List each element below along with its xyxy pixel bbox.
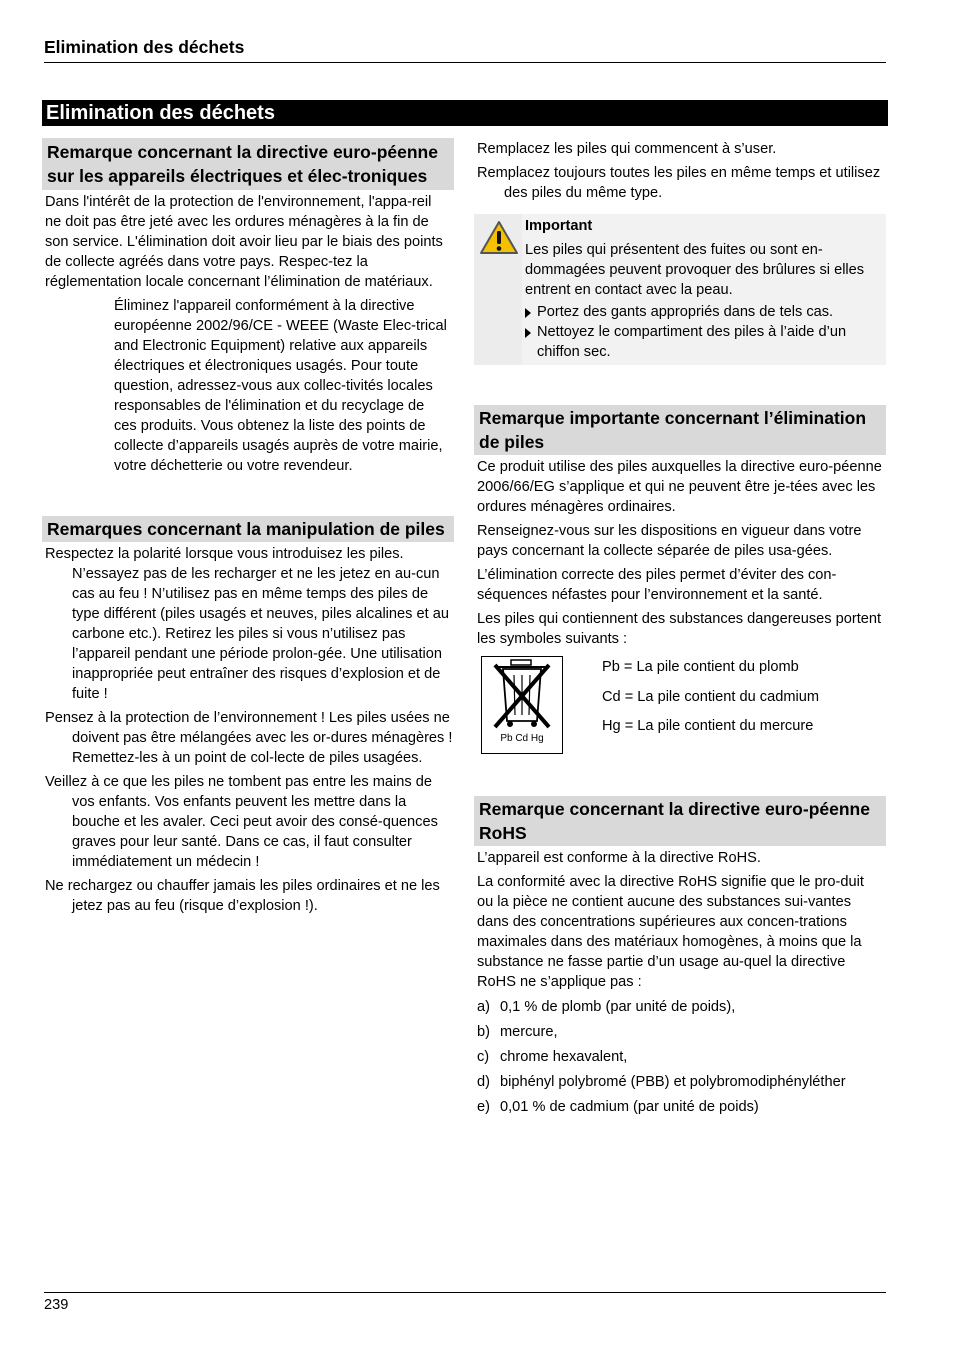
- warning-label: Important: [525, 218, 593, 234]
- weee-detail: Éliminez l'appareil conformément à la directive européenne 2002/96/CE - WEEE (Waste Elec-trical and Electronic Equipment) relative aux appareils électriques et électroniques usagés. Pour toute question, adressez-vous aux collec-tivités locales responsables de l'élimination et du recyclage de ces produits. Vous obtenez la liste des points de collecte d’appareils usagés auprès de votre mairie, votre déchetterie ou votre revendeur.: [114, 298, 447, 474]
- handling-heading: Remarques concernant la manipulation de piles: [42, 516, 454, 542]
- batteries-p1: Ce produit utilise des piles auxquelles la directive euro-péenne 2006/66/EG s’applique et qui ne peuvent être je-tées avec les ordures ménagères ordinaires.: [477, 459, 882, 515]
- weee-intro: Dans l'intérêt de la protection de l'environnement, l'appa-reil ne doit pas être jeté avec les ordures ménagères à la fin de son service. L'élimination doit avoir lieu par le biais des points de collecte agréés dans votre pays. Respec-tez la réglementation locale concernant l’élimination de matériaux.: [45, 194, 443, 290]
- warning-icon-cell: [474, 214, 522, 365]
- crossed-bin-symbol: [481, 656, 563, 754]
- left-column: [42, 138, 454, 916]
- list-text: chrome hexavalent,: [500, 1049, 628, 1065]
- list-text: mercure,: [500, 1024, 558, 1040]
- warning-bullet: [525, 322, 880, 362]
- running-header: Elimination des déchets: [44, 37, 245, 57]
- warning-bullet-text: Nettoyez le compartiment des piles à l’aide d’un chiffon sec.: [537, 324, 847, 360]
- warning-bullet-text: Portez des gants appropriés dans de tels cas.: [537, 304, 834, 320]
- rohs-heading: Remarque concernant la directive euro-péenne RoHS: [474, 796, 886, 846]
- handling-p1: Respectez la polarité lorsque vous introduisez les piles. N’essayez pas de les recharger et ne les jetez en au-cun cas au feu ! N’utilisez pas en même temps des piles de type différent (piles usagés et neuves, piles alcalines et au carbone etc.). Retirez les piles si vous n’utilisez pas l’appareil pendant une période prolon-gée. Une utilisation inappropriée peut entraîner des risques d’explosion et de fuite !: [45, 546, 449, 702]
- handling-p3: Veillez à ce que les piles ne tombent pas entre les mains de vos enfants. Vos enfants peuvent les mettre dans la bouche et les avaler. Ceci peut avoir des consé-quences graves pour leur santé. Dans ce cas, il faut consulter immédiatement un médecin !: [45, 774, 438, 870]
- rohs-p2: La conformité avec la directive RoHS signifie que le pro-duit ou la pièce ne contient aucune des substances sui-vantes dans des concentrations supérieures aux concen-trations maximales dans des matériaux homogènes, à moins que la substance ne fasse partie d’un usage au-quel la directive RoHS ne s’applique pas :: [477, 874, 864, 990]
- replace-p1: Remplacez les piles qui commencent à s’user.: [477, 141, 777, 157]
- warning-text: Les piles qui présentent des fuites ou sont en-dommagées peuvent provoquer des brûlures si elles entrent en contact avec la peau.: [525, 242, 865, 298]
- weee-heading: Remarque concernant la directive euro-péenne sur les appareils électriques et élec-troniques: [42, 138, 454, 190]
- batteries-p4: Les piles qui contiennent des substances dangereuses portent les symboles suivants :: [477, 611, 882, 647]
- bin-caption: Pb Cd Hg: [500, 733, 544, 744]
- warning-triangle-icon: [479, 220, 519, 256]
- batteries-p2: Renseignez-vous sur les dispositions en vigueur dans votre pays concernant la collecte séparée de piles usa-gées.: [477, 523, 862, 559]
- list-text: 0,01 % de cadmium (par unité de poids): [500, 1099, 759, 1115]
- handling-p4: Ne rechargez ou chauffer jamais les piles ordinaires et ne les jetez pas au feu (risque d’explosion !).: [45, 878, 440, 914]
- page-title: Elimination des déchets: [42, 100, 888, 126]
- rohs-p1: L’appareil est conforme à la directive RoHS.: [477, 850, 761, 866]
- batteries-heading: Remarque importante concernant l’élimination de piles: [474, 405, 886, 455]
- rohs-list-item: [474, 1097, 886, 1117]
- list-text: biphényl polybromé (PBB) et polybromodiphényléther: [500, 1074, 846, 1090]
- rohs-list-item: [474, 1047, 886, 1067]
- battery-symbols-row: [474, 656, 886, 758]
- bullet-arrow-icon: [525, 308, 531, 318]
- rohs-list-item: [474, 997, 886, 1017]
- symbol-cd: Cd = La pile contient du cadmium: [602, 689, 820, 705]
- symbol-pb: Pb = La pile contient du plomb: [602, 659, 799, 675]
- list-text: 0,1 % de plomb (par unité de poids),: [500, 999, 736, 1015]
- rohs-list-item: [474, 1072, 886, 1092]
- list-letter: c): [477, 1049, 490, 1065]
- symbol-hg: Hg = La pile contient du mercure: [602, 718, 814, 734]
- footer-rule: [44, 1292, 886, 1293]
- header-rule: [44, 62, 886, 63]
- rohs-list-item: [474, 1022, 886, 1042]
- bullet-arrow-icon: [525, 328, 531, 338]
- warning-bullet: [525, 302, 880, 322]
- handling-p2: Pensez à la protection de l’environnement ! Les piles usées ne doivent pas être mélangées avec les or-dures ménagères ! Remettez-les à un point de col-lecte de piles usagées.: [45, 710, 453, 766]
- page-number: 239: [44, 1297, 69, 1313]
- replace-p2: Remplacez toujours toutes les piles en même temps et utilisez des piles du même type.: [477, 165, 881, 201]
- list-letter: e): [477, 1099, 490, 1115]
- right-column: [474, 138, 886, 1117]
- batteries-p3: L’élimination correcte des piles permet d’éviter des con-séquences néfastes pour l’environnement et la santé.: [477, 567, 837, 603]
- list-letter: a): [477, 999, 490, 1015]
- list-letter: b): [477, 1024, 490, 1040]
- list-letter: d): [477, 1074, 490, 1090]
- warning-box: [474, 214, 886, 365]
